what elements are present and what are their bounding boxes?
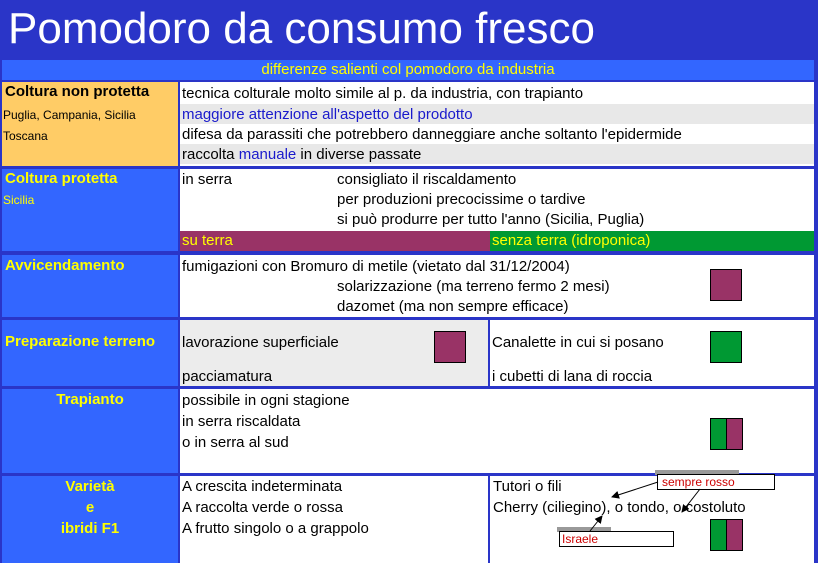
- page-title: Pomodoro da consumo fresco: [8, 4, 595, 53]
- text-line: difesa da parassiti che potrebbero danneggiare anche soltanto l'epidermide: [182, 126, 682, 143]
- avvicendamento-label: Avvicendamento: [5, 257, 125, 274]
- text-line: lavorazione superficiale: [182, 334, 339, 351]
- text-line: possibile in ogni stagione: [182, 392, 350, 409]
- arrow-to-ciliegino: [590, 516, 602, 531]
- text-line: A crescita indeterminata: [182, 478, 343, 495]
- text-emphasis: manuale: [238, 146, 297, 163]
- text-line: Canalette in cui si posano: [492, 334, 664, 351]
- text-line: si può produrre per tutto l'anno (Sicilia, Puglia): [337, 211, 645, 228]
- text-line: consigliato il riscaldamento: [337, 171, 517, 188]
- text-line: i cubetti di lana di roccia: [492, 368, 653, 385]
- text-line-highlight: maggiore attenzione all'aspetto del prodotto: [182, 106, 473, 123]
- varieta-label-and: e: [85, 499, 95, 516]
- trapianto-label: Trapianto: [56, 391, 124, 408]
- coltura-non-protetta-label: Coltura non protetta: [5, 83, 150, 100]
- text-line: per produzioni precocissime o tardive: [337, 191, 586, 208]
- text-line: o in serra al sud: [182, 434, 289, 451]
- arrow-to-cherry: [612, 482, 658, 497]
- ibridi-label: ibridi F1: [60, 520, 120, 537]
- text-line: solarizzazione (ma terreno fermo 2 mesi): [337, 278, 610, 295]
- regions-line-1: Puglia, Campania, Sicilia: [3, 108, 136, 122]
- text-line: in serra: [182, 171, 233, 188]
- varieta-label: Varietà: [65, 478, 115, 495]
- regions-line-2: Toscana: [3, 129, 48, 143]
- text-line: Cherry (ciliegino), o tondo, o costoluto: [493, 499, 746, 516]
- text-line: dazomet (ma non sempre efficace): [337, 298, 569, 315]
- callout-sempre-rosso: sempre rosso: [657, 474, 775, 490]
- text-line: A raccolta verde o rossa: [182, 499, 343, 516]
- region-label: Sicilia: [3, 193, 35, 207]
- text-fragment: in diverse passate: [300, 146, 422, 163]
- coltura-protetta-label: Coltura protetta: [5, 170, 118, 187]
- text-line: tecnica colturale molto simile al p. da industria, con trapianto: [182, 85, 584, 102]
- su-terra-label: su terra: [182, 232, 233, 249]
- text-line: A frutto singolo o a grappolo: [182, 520, 369, 537]
- arrow-to-tondo: [682, 489, 700, 512]
- text-line: fumigazioni con Bromuro di metile (vietato dal 31/12/2004): [182, 258, 570, 275]
- text-line: in serra riscaldata: [182, 413, 301, 430]
- text-line: pacciamatura: [182, 368, 273, 385]
- preparazione-label: Preparazione terreno: [5, 333, 156, 350]
- text-fragment: raccolta: [182, 146, 235, 163]
- senza-terra-label: senza terra (idroponica): [492, 232, 651, 249]
- text-line: Tutori o fili: [493, 478, 562, 495]
- subtitle-banner: differenze salienti col pomodoro da industria: [2, 60, 814, 80]
- callout-israele: Israele: [559, 531, 674, 547]
